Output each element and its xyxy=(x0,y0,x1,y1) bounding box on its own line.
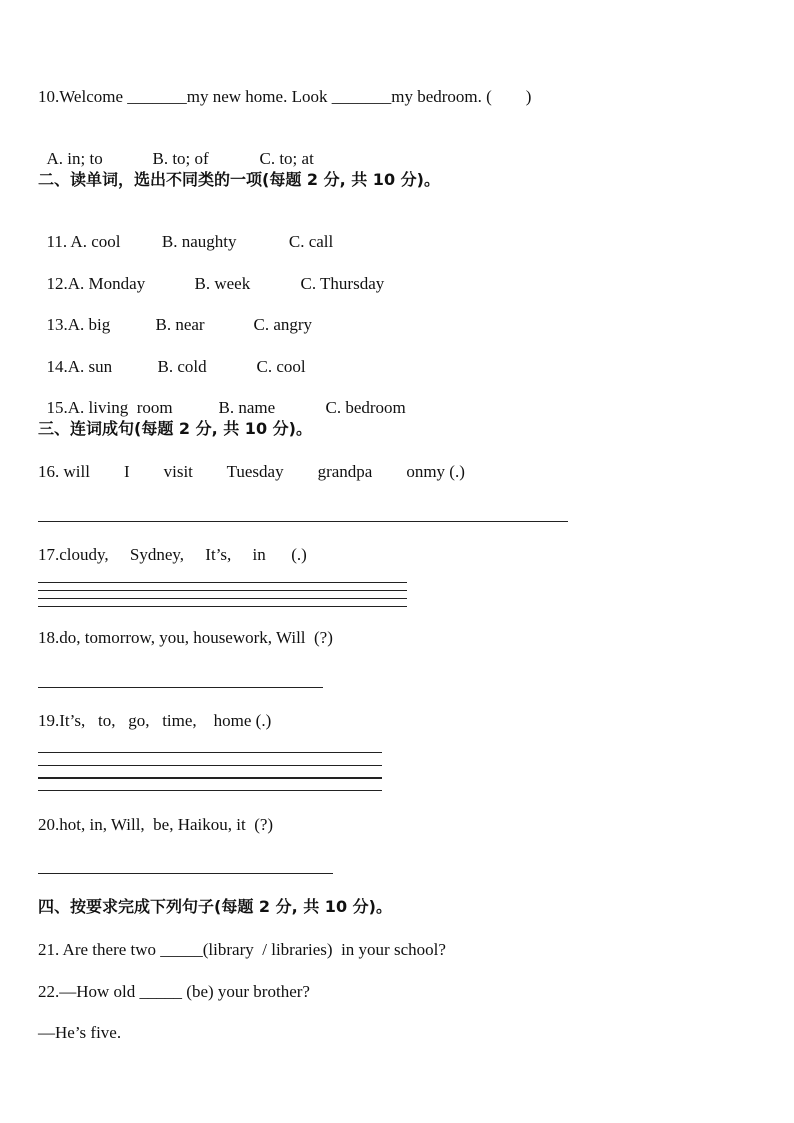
answer-line xyxy=(38,752,382,753)
option-c: C. bedroom xyxy=(325,398,406,417)
option-c: C. to; at xyxy=(259,149,314,168)
question-18: 18.do, tomorrow, you, housework, Will (?) xyxy=(38,628,333,647)
section-3-heading: 三、连词成句(每题 2 分, 共 10 分)。 xyxy=(38,419,312,438)
answer-line xyxy=(38,590,407,591)
question-number: 15 xyxy=(46,398,64,417)
option-a: .A. Monday xyxy=(63,274,146,293)
answer-line xyxy=(38,582,407,583)
option-b: B. near xyxy=(155,315,205,334)
question-12 xyxy=(38,254,384,294)
option-a: .A. big xyxy=(63,315,111,334)
question-10-options xyxy=(38,129,314,169)
question-17: 17.cloudy, Sydney, It’s, in (.) xyxy=(38,545,307,564)
section-2-heading: 二、读单词，选出不同类的一项(每题 2 分, 共 10 分)。 xyxy=(38,170,440,189)
section-4-heading: 四、按要求完成下列句子(每题 2 分, 共 10 分)。 xyxy=(38,897,392,916)
answer-line xyxy=(38,687,323,688)
option-c: C. cool xyxy=(256,357,306,376)
answer-line xyxy=(38,777,382,779)
question-14 xyxy=(38,337,306,377)
question-21: 21. Are there two _____(library / libraries) in your school? xyxy=(38,940,446,959)
answer-line xyxy=(38,765,382,766)
question-number: 12 xyxy=(46,274,64,293)
answer-line xyxy=(38,790,382,791)
question-number: 11 xyxy=(46,232,63,251)
question-13 xyxy=(38,295,312,335)
question-15 xyxy=(38,378,406,418)
option-c: C. angry xyxy=(253,315,313,334)
answer-line xyxy=(38,606,407,607)
question-11 xyxy=(38,212,333,252)
option-a: . A. cool xyxy=(62,232,121,251)
answer-line xyxy=(38,521,568,522)
option-c: C. Thursday xyxy=(300,274,385,293)
answer-line xyxy=(38,598,407,599)
option-b: B. cold xyxy=(157,357,207,376)
option-b: B. name xyxy=(218,398,276,417)
question-22-answer: —He’s five. xyxy=(38,1023,122,1042)
question-20: 20.hot, in, Will, be, Haikou, it (?) xyxy=(38,815,274,834)
question-19: 19.It’s, to, go, time, home (.) xyxy=(38,711,272,730)
question-16: 16. will I visit Tuesday grandpa onmy (.) xyxy=(38,462,465,481)
question-22: 22.—How old _____ (be) your brother? xyxy=(38,982,310,1001)
option-b: B. naughty xyxy=(161,232,237,251)
question-number: 13 xyxy=(46,315,64,334)
option-b: B. week xyxy=(194,274,251,293)
option-b: B. to; of xyxy=(152,149,209,168)
option-a: A. in; to xyxy=(46,149,103,168)
question-10-stem: 10.Welcome _______my new home. Look _______my bedroom. ( ) xyxy=(38,87,532,106)
option-a: .A. living room xyxy=(63,398,173,417)
option-c: C. call xyxy=(288,232,334,251)
option-a: .A. sun xyxy=(63,357,113,376)
question-number: 14 xyxy=(46,357,64,376)
answer-line xyxy=(38,873,333,874)
